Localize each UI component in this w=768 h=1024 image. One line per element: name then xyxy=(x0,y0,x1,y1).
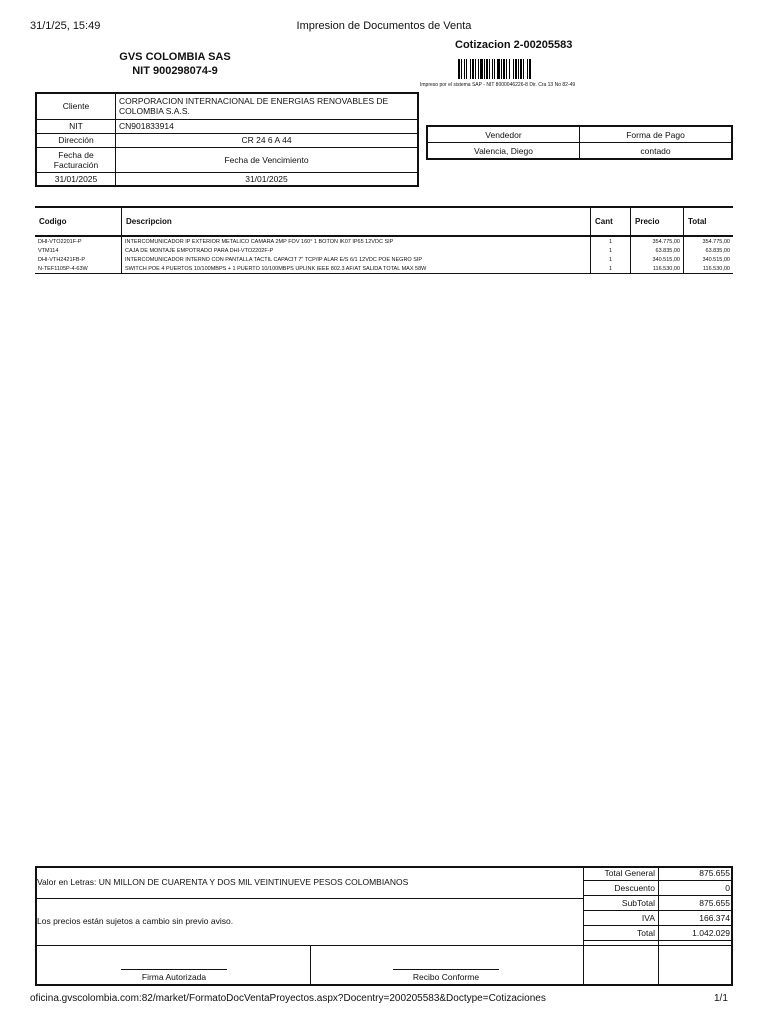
subtotal-value: 875.655 xyxy=(659,896,734,911)
col-codigo: Codigo xyxy=(35,207,122,236)
nit-label: NIT xyxy=(36,119,116,133)
item-codigo: DHI-VTO2201F-P xyxy=(38,238,82,245)
recibo-line xyxy=(393,969,499,970)
iva-value: 166.374 xyxy=(659,911,734,926)
document-title: Impresion de Documentos de Venta xyxy=(296,20,472,32)
subtotal-label: SubTotal xyxy=(584,896,659,911)
item-descripcion: INTERCOMUNICADOR INTERNO CON PANTALLA TACTIL CAPACIT 7" TCP/IP ALAR E/S 6/1 12VDC POE NEGRO SIP xyxy=(122,255,591,264)
total-value: 1.042.029 xyxy=(659,926,734,941)
total-general-label: Total General xyxy=(584,866,659,881)
totals-table xyxy=(583,866,733,941)
item-descripcion: INTERCOMUNICADOR IP EXTERIOR METALICO CAMARA 2MP FOV 160° 1 BOTON IK07 IP65 12VDC SIP xyxy=(122,236,591,246)
iva-label: IVA xyxy=(584,911,659,926)
item-codigo: VTM114 xyxy=(38,247,59,254)
company-name: GVS COLOMBIA SAS xyxy=(119,51,231,63)
company-nit: NIT 900298074-9 xyxy=(132,65,218,77)
col-descripcion: Descripcion xyxy=(122,207,591,236)
fecha-vencimiento-label: Fecha de Vencimiento xyxy=(116,147,419,172)
item-descripcion: CAJA DE MONTAJE EMPOTRADO PARA DHI-VTO2202F-P xyxy=(122,246,591,255)
footer-divider xyxy=(35,945,733,946)
fecha-vencimiento-value: 31/01/2025 xyxy=(116,172,419,186)
page-url: oficina.gvscolombia.com:82/market/FormatoDocVentaProyectos.aspx?Docentry=200205583&Doctype=Cotizaciones xyxy=(30,993,546,1004)
firma-line xyxy=(121,969,227,970)
item-cant: 1 xyxy=(591,264,631,274)
descuento-value: 0 xyxy=(659,881,734,896)
signature-divider xyxy=(310,945,311,986)
total-label: Total xyxy=(584,926,659,941)
direccion-value: CR 24 6 A 44 xyxy=(116,133,419,147)
item-cant: 1 xyxy=(591,246,631,255)
total-general-value: 875.655 xyxy=(659,866,734,881)
printed-by-note: Impreso por el sistema SAP - NIT 8000046226-8 Dir. Cra 13 No 82-49 xyxy=(420,82,576,88)
fecha-facturacion-label: Fecha de Facturación xyxy=(36,147,116,172)
cliente-value: CORPORACION INTERNACIONAL DE ENERGIAS RENOVABLES DE COLOMBIA S.A.S. xyxy=(116,93,419,119)
item-precio: 340.515,00 xyxy=(631,255,684,264)
item-total: 340.515,00 xyxy=(684,255,734,264)
item-precio: 354.775,00 xyxy=(631,236,684,246)
item-total: 116.530,00 xyxy=(684,264,734,274)
recibo-conforme-label: Recibo Conforme xyxy=(412,972,480,982)
page-number: 1/1 xyxy=(714,993,728,1004)
valor-en-letras: Valor en Letras: UN MILLON DE CUARENTA Y DOS MIL VEINTINUEVE PESOS COLOMBIANOS xyxy=(37,877,409,887)
items-table xyxy=(35,206,733,274)
client-info-table xyxy=(35,92,419,187)
item-total: 63.835,00 xyxy=(684,246,734,255)
fecha-facturacion-value: 31/01/2025 xyxy=(36,172,116,186)
item-total: 354.775,00 xyxy=(684,236,734,246)
firma-autorizada-label: Firma Autorizada xyxy=(141,972,207,982)
company-block xyxy=(95,50,255,78)
table-row xyxy=(35,264,733,274)
col-cant: Cant xyxy=(591,207,631,236)
vendedor-label: Vendedor xyxy=(427,126,580,143)
col-precio: Precio xyxy=(631,207,684,236)
item-codigo: N-TEF1105P-4-63W xyxy=(35,264,122,274)
col-total: Total xyxy=(684,207,734,236)
table-row xyxy=(35,246,733,255)
table-row xyxy=(35,236,733,246)
cliente-label: Cliente xyxy=(36,93,116,119)
item-precio: 63.835,00 xyxy=(631,246,684,255)
table-row xyxy=(35,255,733,264)
footer-divider xyxy=(35,898,584,899)
seller-table xyxy=(426,125,733,160)
vendedor-value: Valencia, Diego xyxy=(427,143,580,160)
direccion-label: Dirección xyxy=(36,133,116,147)
item-codigo: DHI-VTH2421FB-P xyxy=(38,256,86,263)
nit-value: CN901833914 xyxy=(116,119,419,133)
forma-pago-label: Forma de Pago xyxy=(580,126,733,143)
item-precio: 116.530,00 xyxy=(631,264,684,274)
item-cant: 1 xyxy=(591,236,631,246)
item-descripcion: SWITCH POE 4 PUERTOS 10/100MBPS + 1 PUERTO 10/100MBPS UPLINK IEEE 802.3 AF/AT SALIDA TOTAL MAX 58W xyxy=(122,264,591,274)
descuento-label: Descuento xyxy=(584,881,659,896)
precios-aviso: Los precios están sujetos a cambio sin previo aviso. xyxy=(37,916,234,926)
barcode-image xyxy=(458,59,562,79)
quote-number: Cotizacion 2-00205583 xyxy=(455,39,573,51)
print-datetime: 31/1/25, 15:49 xyxy=(30,20,101,32)
item-cant: 1 xyxy=(591,255,631,264)
forma-pago-value: contado xyxy=(580,143,733,160)
